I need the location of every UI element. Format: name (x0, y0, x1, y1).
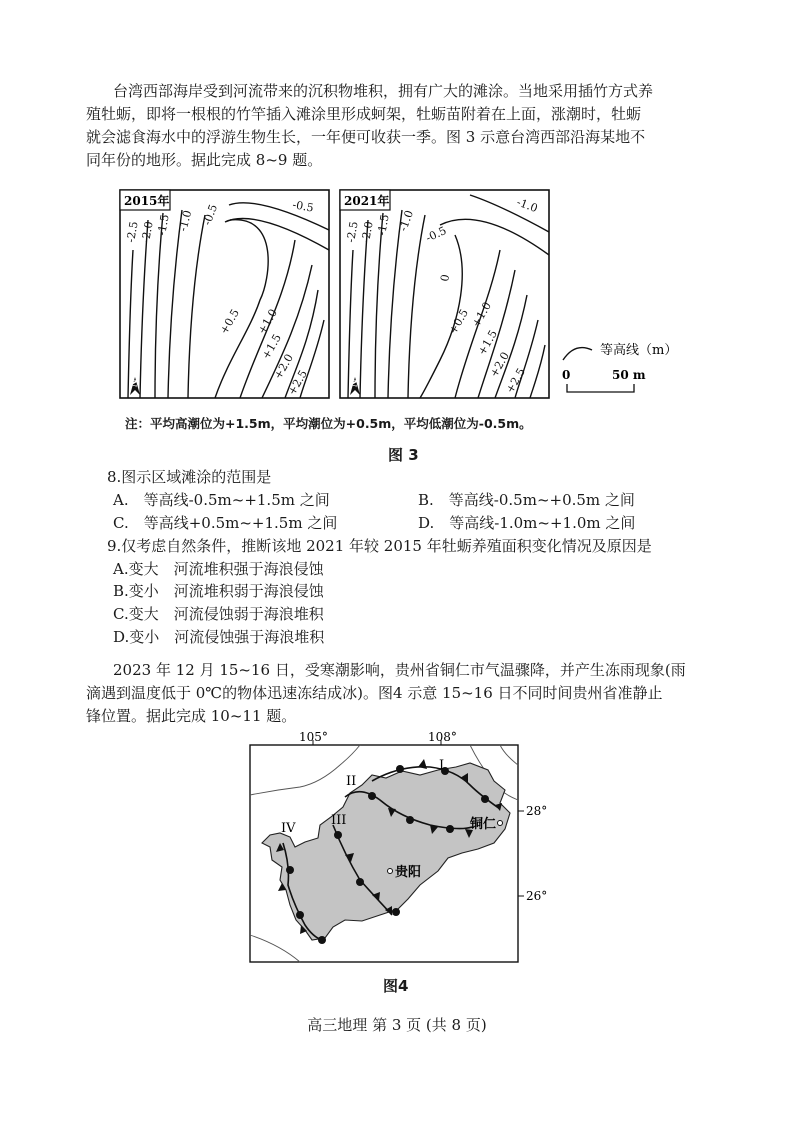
longitude-105: 105° (299, 730, 328, 744)
page-footer: 高三地理 第 3 页 (共 8 页) (307, 1016, 487, 1034)
contour-label: -2.0 (359, 220, 376, 244)
contour-label: -2.0 (139, 220, 156, 244)
scale-value: 50 m (612, 368, 646, 382)
contour-label: -1.5 (155, 213, 172, 237)
panel-2021 (340, 190, 549, 398)
city-marker-icon (498, 821, 503, 826)
contour-label: -1.0 (514, 195, 540, 216)
contour-label: +1.5 (259, 331, 284, 362)
contour-label: +2.5 (503, 365, 528, 396)
front-label-4: IV (281, 821, 296, 836)
passage-1-line: 台湾西部海岸受到河流带来的沉积物堆积，拥有广大的滩涂。当地采用插竹方式养 (113, 82, 654, 100)
panel-2021-year: 2021年 (344, 194, 390, 208)
contour-label: +1.5 (475, 327, 500, 358)
question-9-stem: 9.仅考虑自然条件，推断该地 2021 年较 2015 年牡蛎养殖面积变化情况及原因是 (107, 537, 652, 555)
contour-label: +1.0 (469, 299, 494, 330)
contour-label: -1.0 (396, 208, 417, 234)
figure-4-map (0, 725, 794, 985)
question-9-option-b[interactable]: B.变小 河流堆积弱于海浪侵蚀 (113, 582, 324, 600)
contour-label: -0.5 (423, 223, 449, 245)
north-label: N (349, 378, 361, 388)
longitude-108: 108° (428, 730, 457, 744)
question-9-option-d[interactable]: D.变小 河流侵蚀强于海浪堆积 (113, 628, 325, 646)
contour-legend-icon (563, 348, 592, 360)
contour-label: +1.0 (255, 306, 280, 337)
contour-label: -1.0 (176, 208, 195, 233)
contour-label: +0.5 (217, 306, 242, 337)
contour-label: +0.5 (446, 306, 471, 337)
passage-2-line: 锋位置。据此完成 10~11 题。 (86, 707, 297, 725)
contour-label: -0.5 (291, 198, 315, 215)
panel-2015-year: 2015年 (124, 194, 170, 208)
question-8-option-d[interactable]: D. 等高线-1.0m~+1.0m 之间 (418, 514, 636, 532)
contour-label: -2.5 (344, 220, 361, 244)
front-label-1: I (439, 758, 445, 773)
contour-label: +2.5 (285, 367, 310, 398)
passage-2 (86, 659, 698, 728)
north-label: N (129, 378, 141, 388)
city-marker-icon (388, 869, 393, 874)
contour-label: -2.5 (124, 220, 141, 244)
contour-label: 0 (438, 273, 453, 283)
question-8-stem: 8.图示区域滩涂的范围是 (107, 468, 272, 486)
passage-2-line: 2023 年 12 月 15~16 日，受寒潮影响，贵州省铜仁市气温骤降，并产生冻雨现象(雨 (113, 661, 686, 679)
panel-2015 (120, 190, 329, 398)
contour-label: +2.0 (487, 349, 512, 380)
figure-3-contour-maps (0, 0, 794, 440)
contour-label: -0.5 (200, 202, 221, 228)
question-8-option-a[interactable]: A. 等高线-0.5m~+1.5m 之间 (113, 491, 330, 509)
passage-1-line: 就会滤食海水中的浮游生物生长，一年便可收获一季。图 3 示意台湾西部沿海某地不 (86, 128, 646, 146)
city-guiyang-label: 贵阳 (395, 865, 422, 880)
question-8-option-b[interactable]: B. 等高线-0.5m~+0.5m 之间 (418, 491, 635, 509)
scale-bar (562, 368, 646, 392)
contour-label: -1.5 (375, 213, 392, 237)
passage-1-line: 同年份的地形。据此完成 8~9 题。 (86, 151, 323, 169)
scale-zero: 0 (562, 368, 571, 382)
contour-label: +2.0 (271, 351, 296, 382)
latitude-28: 28° (526, 804, 548, 818)
question-8-option-c[interactable]: C. 等高线+0.5m~+1.5m 之间 (113, 514, 338, 532)
figure-3-caption: 图 3 (388, 446, 419, 464)
figure-3-note: 注：平均高潮位为+1.5m，平均潮位为+0.5m，平均低潮位为-0.5m。 (125, 416, 532, 431)
front-label-2: II (346, 774, 357, 789)
passage-1-line: 殖牡蛎，即将一根根的竹竿插入滩涂里形成蚵架，牡蛎苗附着在上面，涨潮时，牡蛎 (86, 105, 642, 123)
question-9-option-a[interactable]: A.变大 河流堆积强于海浪侵蚀 (113, 560, 324, 578)
front-label-3: III (331, 813, 347, 828)
question-9-option-c[interactable]: C.变大 河流侵蚀弱于海浪堆积 (113, 605, 324, 623)
contour-legend (563, 342, 677, 360)
city-tongren-label: 铜仁 (470, 817, 497, 832)
latitude-26: 26° (526, 889, 548, 903)
passage-2-line: 滴遇到温度低于 0℃的物体迅速冻结成冰)。图4 示意 15~16 日不同时间贵州省准静止 (86, 684, 663, 702)
figure-4-caption: 图4 (383, 977, 409, 995)
contour-legend-label: 等高线（m） (600, 343, 678, 358)
